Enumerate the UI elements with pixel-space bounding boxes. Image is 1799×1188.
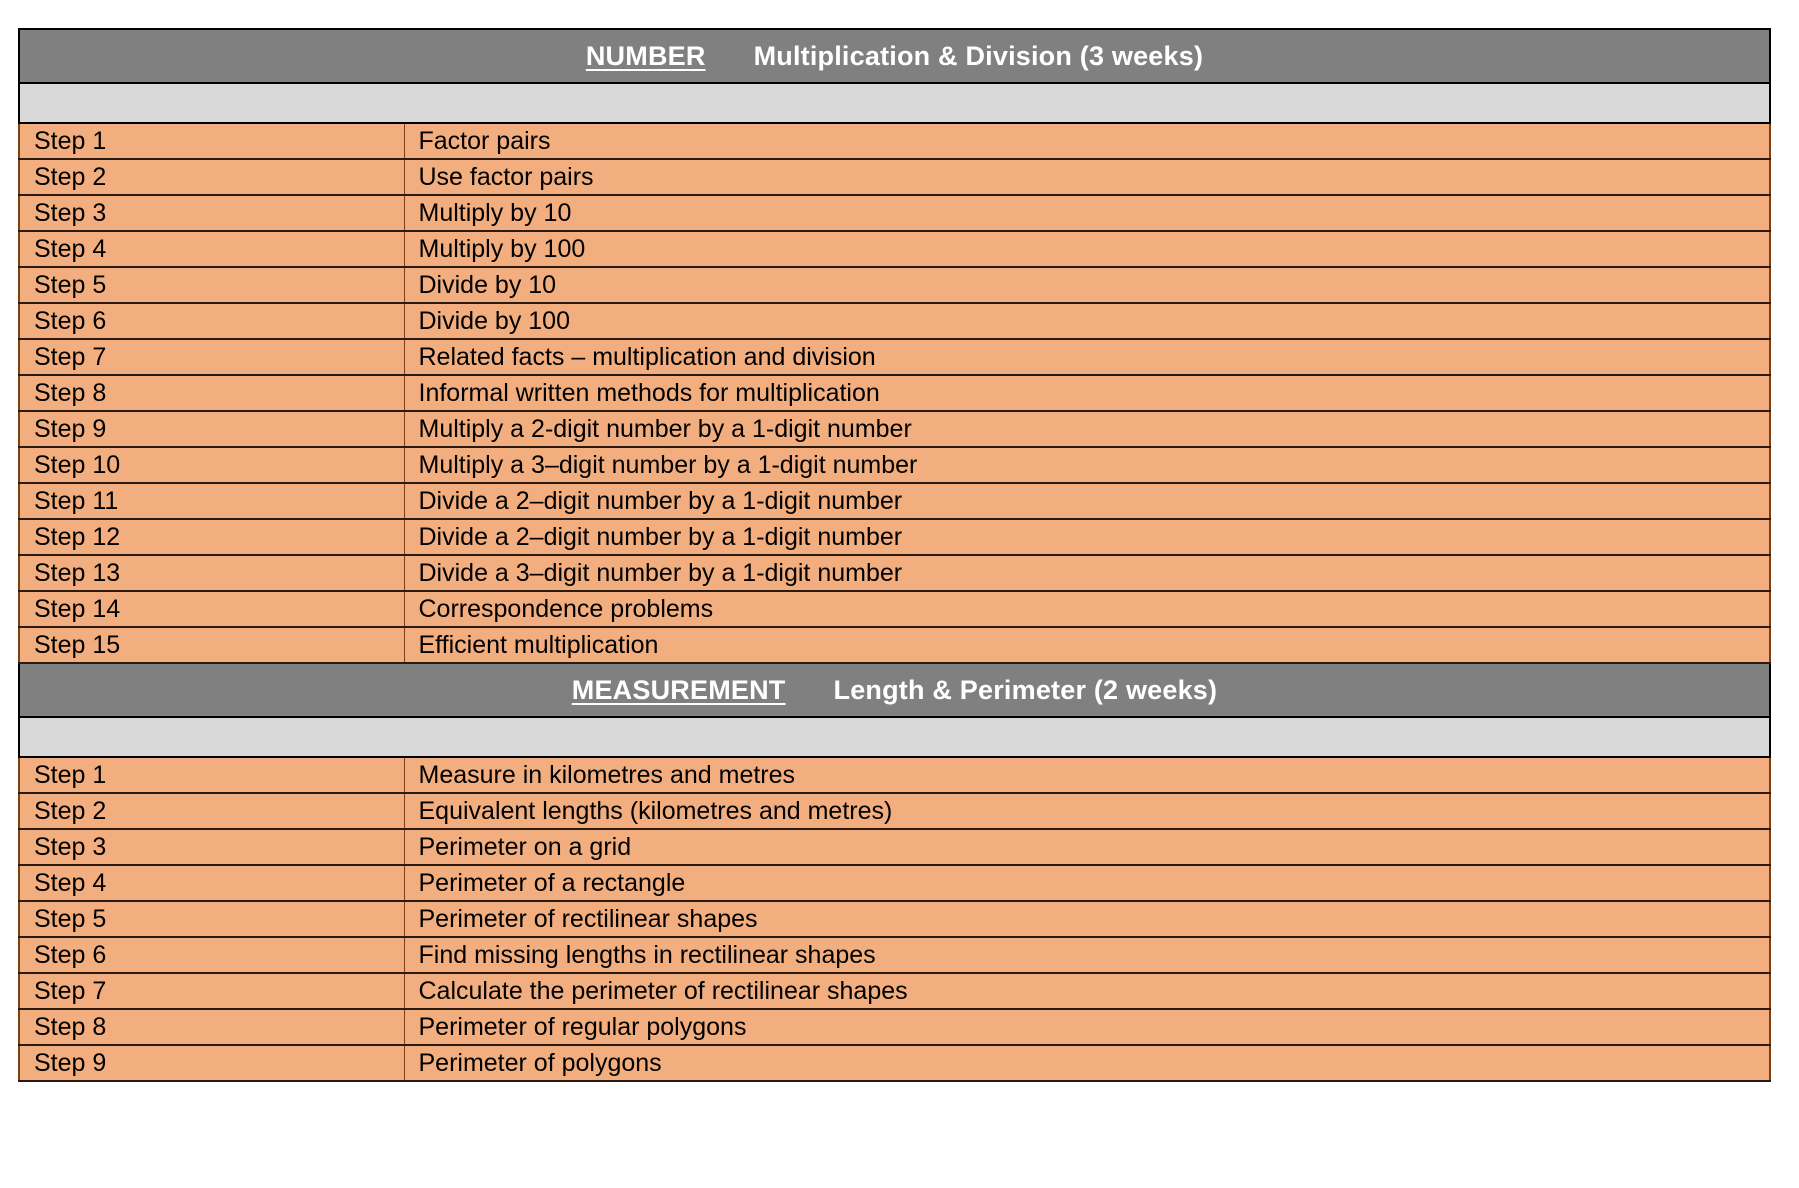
- step-label: Step 2: [19, 793, 404, 829]
- table-row: [19, 829, 1770, 865]
- curriculum-table: [18, 28, 1771, 1082]
- step-label: Step 4: [19, 865, 404, 901]
- table-row: [19, 411, 1770, 447]
- section-topic-label: Multiplication & Division (3 weeks): [753, 40, 1204, 71]
- step-label: Step 12: [19, 519, 404, 555]
- section-header-cell: [19, 663, 1770, 717]
- table-row: [19, 159, 1770, 195]
- step-description: Multiply by 10: [404, 195, 1770, 231]
- section-domain-label: MEASUREMENT: [571, 674, 786, 705]
- step-label: Step 15: [19, 627, 404, 663]
- table-row: [19, 973, 1770, 1009]
- step-label: Step 8: [19, 375, 404, 411]
- step-label: Step 11: [19, 483, 404, 519]
- table-row: [19, 483, 1770, 519]
- step-description: Divide by 10: [404, 267, 1770, 303]
- step-label: Step 7: [19, 973, 404, 1009]
- section-spacer-cell: [19, 83, 1770, 123]
- section-title: [572, 675, 1217, 706]
- table-row: [19, 339, 1770, 375]
- table-row: [19, 591, 1770, 627]
- step-description: Divide a 2–digit number by a 1-digit number: [404, 519, 1770, 555]
- table-row: [19, 375, 1770, 411]
- section-header-row: [19, 663, 1770, 717]
- table-row: [19, 447, 1770, 483]
- step-label: Step 1: [19, 757, 404, 793]
- step-description: Factor pairs: [404, 123, 1770, 159]
- table-row: [19, 937, 1770, 973]
- section-header-row: [19, 29, 1770, 83]
- step-description: Informal written methods for multiplication: [404, 375, 1770, 411]
- step-description: Equivalent lengths (kilometres and metres): [404, 793, 1770, 829]
- step-description: Calculate the perimeter of rectilinear shapes: [404, 973, 1770, 1009]
- step-description: Related facts – multiplication and division: [404, 339, 1770, 375]
- step-description: Perimeter of polygons: [404, 1045, 1770, 1081]
- step-label: Step 10: [19, 447, 404, 483]
- step-label: Step 8: [19, 1009, 404, 1045]
- table-row: [19, 123, 1770, 159]
- step-description: Efficient multiplication: [404, 627, 1770, 663]
- table-row: [19, 1009, 1770, 1045]
- step-label: Step 2: [19, 159, 404, 195]
- table-row: [19, 195, 1770, 231]
- step-label: Step 9: [19, 1045, 404, 1081]
- step-description: Perimeter on a grid: [404, 829, 1770, 865]
- step-description: Perimeter of rectilinear shapes: [404, 901, 1770, 937]
- table-row: [19, 555, 1770, 591]
- section-topic-label: Length & Perimeter (2 weeks): [833, 674, 1218, 705]
- step-description: Find missing lengths in rectilinear shapes: [404, 937, 1770, 973]
- step-label: Step 9: [19, 411, 404, 447]
- step-label: Step 6: [19, 303, 404, 339]
- step-description: Multiply a 2-digit number by a 1-digit number: [404, 411, 1770, 447]
- section-header-cell: [19, 29, 1770, 83]
- step-description: Perimeter of regular polygons: [404, 1009, 1770, 1045]
- step-label: Step 5: [19, 901, 404, 937]
- section-spacer-row: [19, 83, 1770, 123]
- table-row: [19, 757, 1770, 793]
- table-row: [19, 793, 1770, 829]
- table-row: [19, 231, 1770, 267]
- table-row: [19, 865, 1770, 901]
- step-description: Multiply a 3–digit number by a 1-digit number: [404, 447, 1770, 483]
- step-label: Step 5: [19, 267, 404, 303]
- step-description: Multiply by 100: [404, 231, 1770, 267]
- step-label: Step 3: [19, 829, 404, 865]
- section-spacer-row: [19, 717, 1770, 757]
- step-label: Step 6: [19, 937, 404, 973]
- step-description: Use factor pairs: [404, 159, 1770, 195]
- table-row: [19, 901, 1770, 937]
- step-label: Step 7: [19, 339, 404, 375]
- step-description: Divide a 3–digit number by a 1-digit number: [404, 555, 1770, 591]
- step-description: Correspondence problems: [404, 591, 1770, 627]
- section-domain-label: NUMBER: [585, 40, 706, 71]
- step-label: Step 3: [19, 195, 404, 231]
- step-label: Step 14: [19, 591, 404, 627]
- step-description: Measure in kilometres and metres: [404, 757, 1770, 793]
- section-title: [586, 41, 1203, 72]
- table-row: [19, 303, 1770, 339]
- step-description: Divide a 2–digit number by a 1-digit number: [404, 483, 1770, 519]
- table-row: [19, 519, 1770, 555]
- table-row: [19, 627, 1770, 663]
- table-row: [19, 267, 1770, 303]
- table-row: [19, 1045, 1770, 1081]
- step-label: Step 13: [19, 555, 404, 591]
- step-description: Perimeter of a rectangle: [404, 865, 1770, 901]
- section-spacer-cell: [19, 717, 1770, 757]
- step-label: Step 4: [19, 231, 404, 267]
- step-description: Divide by 100: [404, 303, 1770, 339]
- step-label: Step 1: [19, 123, 404, 159]
